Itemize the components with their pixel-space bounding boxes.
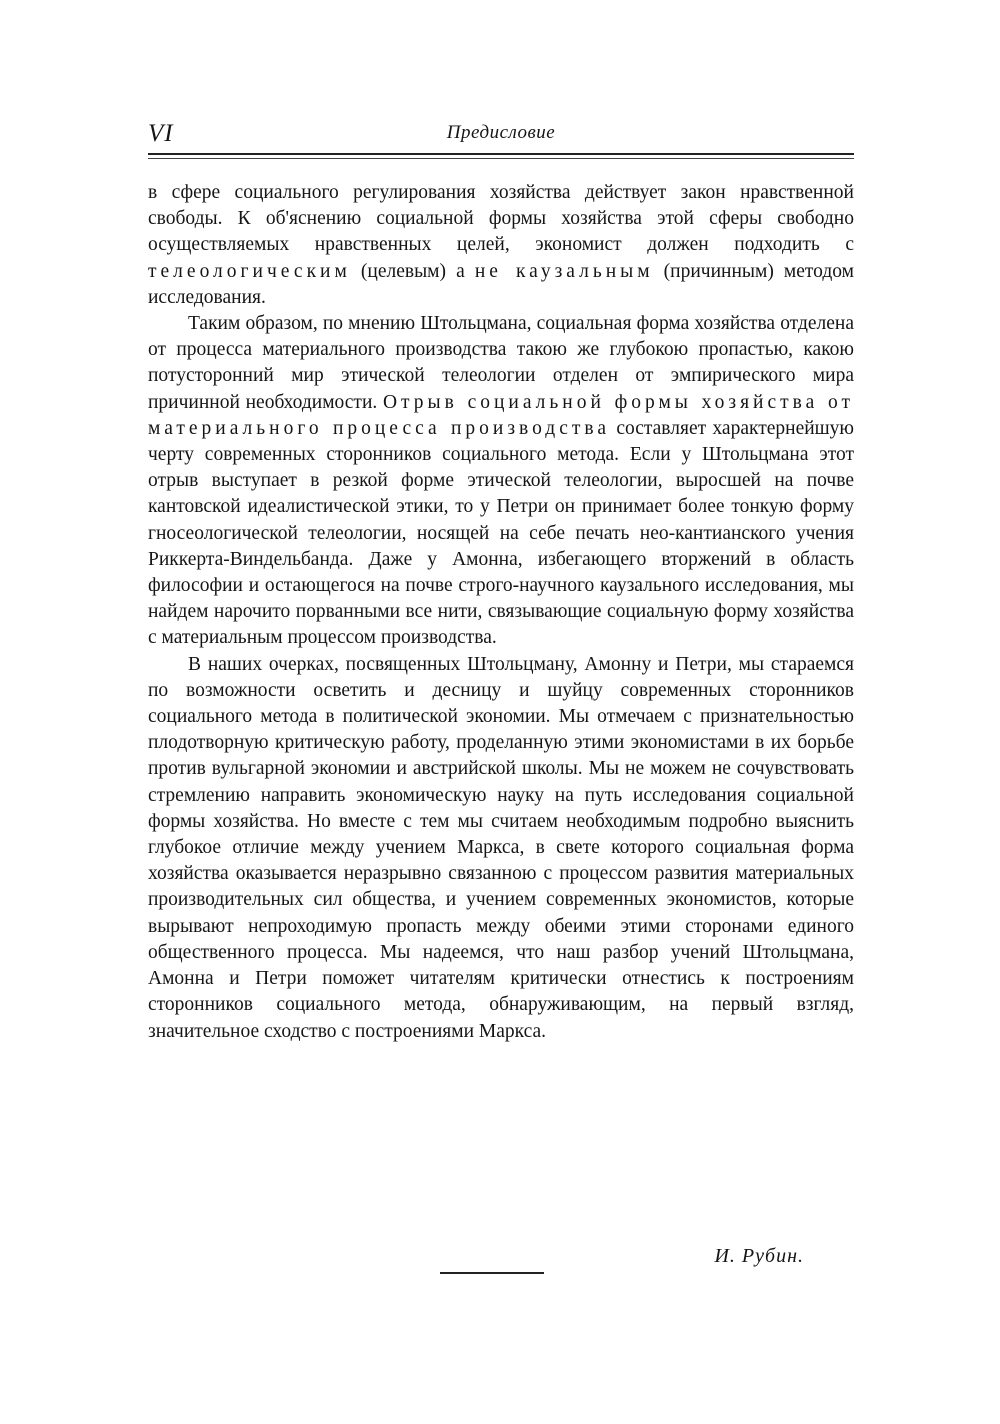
page-number: VI (148, 120, 174, 147)
paragraph-text: составляет характернейшую черту современных сторонников социального метода. Если у Штольцмана этот отрыв выступает в резкой форме этической телеологии, выросшей на почве кантовской идеалистической этики, то у Петри он принимает более тонкую форму гносеологической телеологии, носящей на себе печать нео-кантианского учения Риккерта-Виндельбанда. Даже у Амонна, избегающего вторжений в область философии и остающегося на почве строго-научного каузального исследования, мы найдем нарочито порванными все нити, связывающие социальную форму хозяйства с материальным процессом производства. (148, 417, 854, 649)
paragraph-continued (148, 180, 854, 311)
emphasis-spaced: телеологическим (148, 260, 351, 282)
paragraph-text: (целевым) а (350, 260, 475, 282)
paragraph (148, 311, 854, 652)
header-rule-thin (148, 158, 854, 159)
running-head (148, 118, 854, 152)
emphasis-spaced: Отрыв социальной формы хозяйства от материального процесса производства (148, 391, 854, 439)
paragraph-text: Таким образом, по мнению Штольцмана, социальная форма хозяйства отделена от процесса материального производства такою же глубокою пропастью, какою потусторонний мир этической телеологии отделен от эмпирического мира причинной необходимости. (148, 313, 854, 413)
running-title: Предисловие (446, 122, 556, 143)
header-rule (148, 153, 854, 155)
emphasis-spaced: не каузальным (474, 260, 654, 282)
body-text (148, 180, 854, 1045)
paragraph-text: (причинным) методом исследования. (148, 260, 854, 308)
author-signature: И. Рубин. (714, 1245, 804, 1267)
paragraph: В наших очерках, посвященных Штольцману, Амонну и Петри, мы стараемся по возможности осветить и десницу и шуйцу современных сторонников социального метода в политической экономии. Мы отмечаем с признательностью плодотворную критическую работу, проделанную этими экономистами в их борьбе против вульгарной экономии и австрийской школы. Мы не можем не сочувствовать стремлению направить экономическую науку на путь исследования социальной формы хозяйства. Но вместе с тем мы считаем необходимым подробно выяснить глубокое отличие между учением Маркса, в свете которого социальная форма хозяйства оказывается неразрывно связанною с процессом развития материальных производительных сил общества, и учением современных экономистов, которые вырывают непроходимую пропасть между обеими этими сторонами единого общественного процесса. Мы надеемся, что наш разбор учений Штольцмана, Амонна и Петри поможет читателям критически отнестись к построениям сторонников социального метода, обнаруживающим, на первый взгляд, значительное сходство с построениями Маркса. (148, 653, 854, 1042)
paragraph-text: в сфере социального регулирования хозяйства действует закон нравственной свободы. К об'яснению социальной формы хозяйства этой сферы свободно осуществляемых нравственных целей, экономист должен подходить с (148, 182, 854, 256)
end-rule (440, 1272, 544, 1274)
